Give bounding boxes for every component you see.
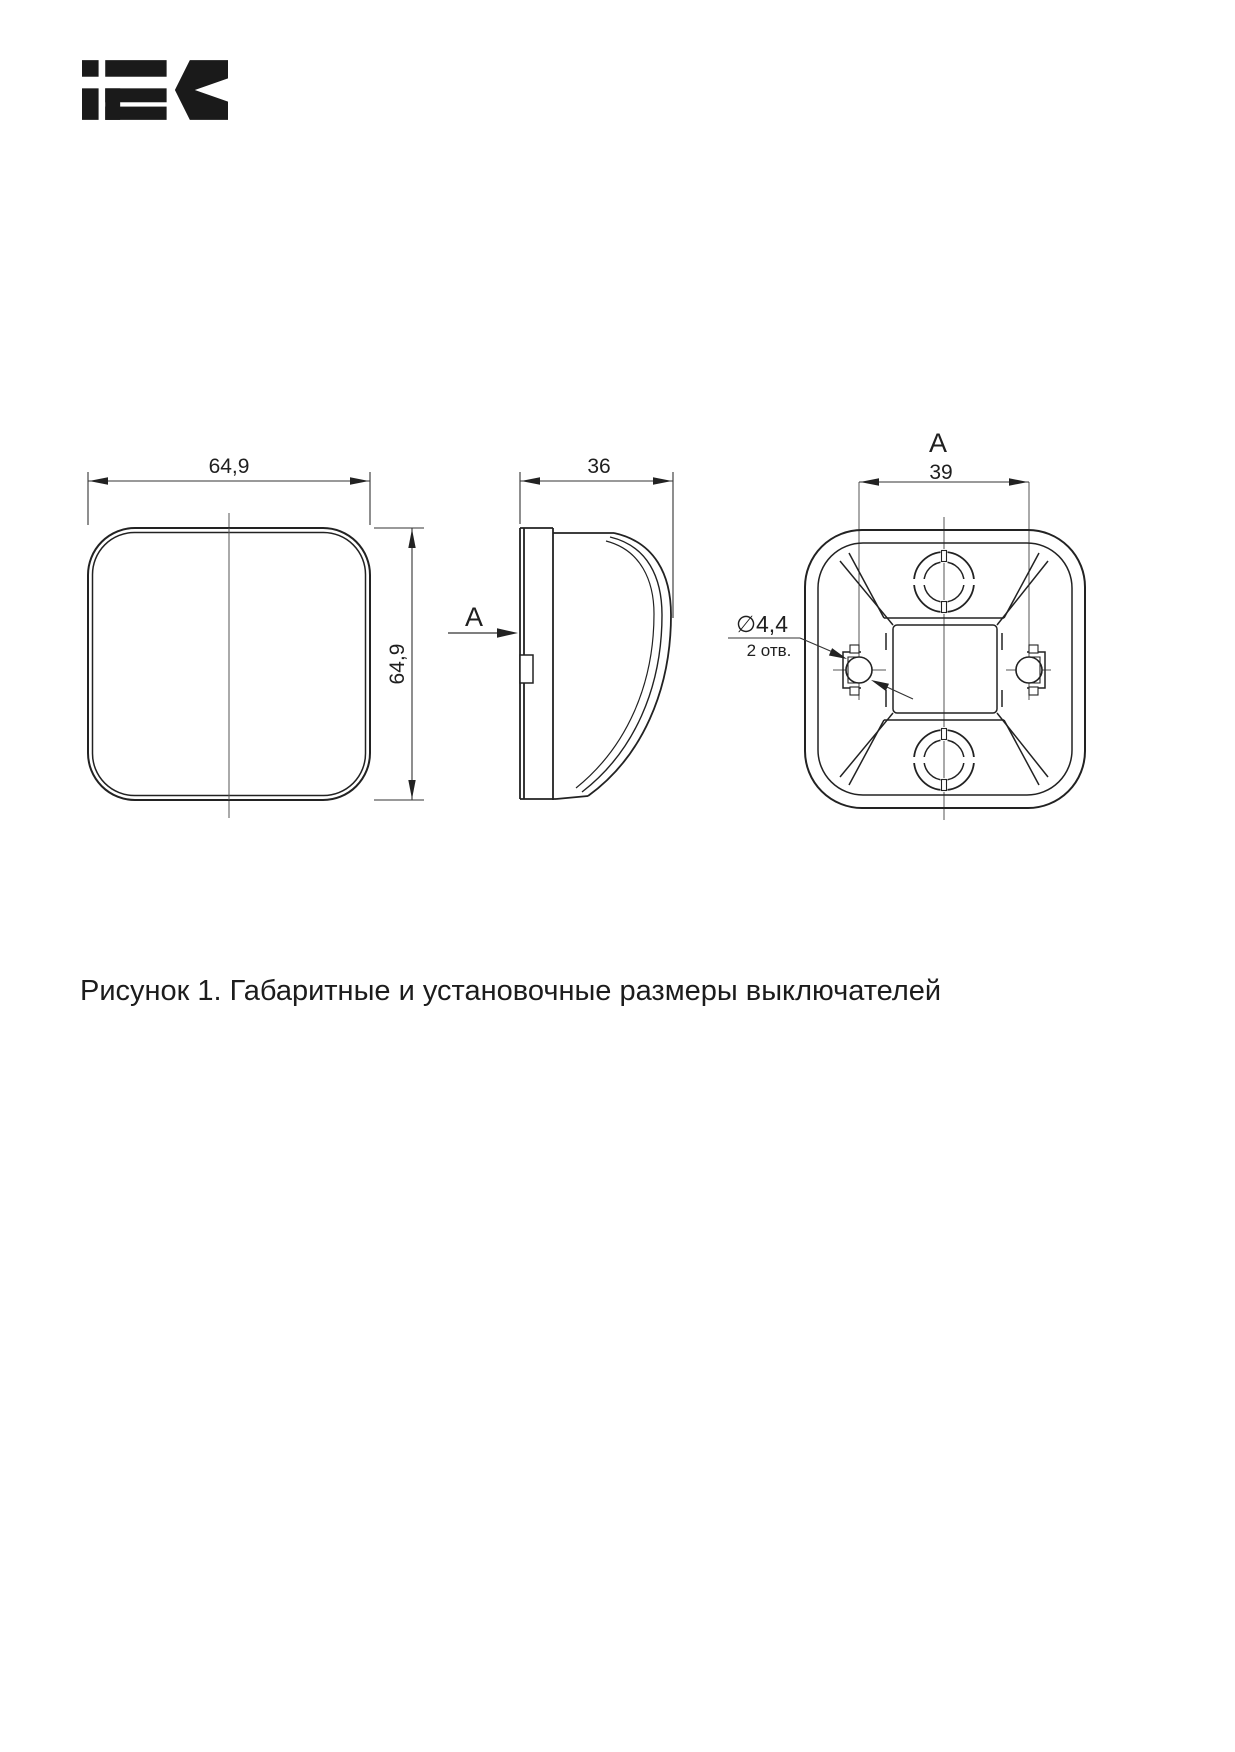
rib-bottom-left-inner <box>849 720 884 785</box>
rib-bottom-left <box>840 713 893 777</box>
side-depth-dimension <box>520 472 673 618</box>
arrowhead <box>521 477 540 484</box>
side-rocker-outer-curve <box>588 533 671 796</box>
knockout-tab-n <box>942 729 947 740</box>
rib-bottom-right-inner <box>1004 720 1039 785</box>
rib-top-right-inner <box>1004 553 1039 618</box>
rear-center-cavity <box>893 625 997 713</box>
side-view <box>448 455 673 800</box>
rear-section-view <box>728 428 1085 820</box>
arrowhead <box>408 529 415 548</box>
rear-section-letter: A <box>928 428 948 458</box>
arrowhead <box>497 628 518 637</box>
front-height-label: 64,9 <box>386 643 409 685</box>
front-width-label: 64,9 <box>208 455 250 478</box>
knockout-slit-w <box>912 757 925 763</box>
rear-hole-spacing-label: 39 <box>929 461 953 484</box>
rib-top-left <box>840 561 893 625</box>
side-latch-tab <box>520 655 533 683</box>
arrowhead <box>871 680 889 691</box>
knockout-tab-n <box>942 551 947 562</box>
screw-hole-circle <box>846 657 872 683</box>
arrowhead <box>408 780 415 799</box>
arrowhead <box>350 477 369 484</box>
screw-hole-circle <box>1016 657 1042 683</box>
arrowhead <box>89 477 108 484</box>
hole-diameter-label: ∅4,4 <box>735 611 789 637</box>
bracket-tab-bottom <box>1029 687 1038 695</box>
arrowhead <box>653 477 672 484</box>
side-rocker-mid-curve <box>582 537 662 792</box>
figure-caption: Рисунок 1. Габаритные и установочные размеры выключателей <box>80 975 942 1007</box>
side-bottom-closing-edge <box>556 796 588 799</box>
bracket-tab-top <box>850 645 859 653</box>
rear-hole-callout <box>728 611 913 699</box>
knockout-slit-w <box>912 579 925 585</box>
arrowhead <box>829 648 847 659</box>
knockout-slit-e <box>963 579 976 585</box>
hole-count-label: 2 отв. <box>746 641 792 660</box>
arrowhead <box>860 478 879 485</box>
bracket-tab-bottom <box>850 687 859 695</box>
side-rocker-inner-curve <box>576 541 654 788</box>
side-depth-label: 36 <box>587 455 611 478</box>
rear-right-screw-hole <box>1006 645 1051 695</box>
rear-left-screw-hole <box>833 645 886 695</box>
side-section-letter: A <box>464 602 484 632</box>
knockout-tab-s <box>942 780 947 791</box>
rib-top-left-inner <box>849 553 884 618</box>
knockout-tab-s <box>942 602 947 613</box>
arrowhead <box>1009 478 1028 485</box>
bracket-tab-top <box>1029 645 1038 653</box>
knockout-slit-e <box>963 757 976 763</box>
front-view <box>88 455 424 818</box>
